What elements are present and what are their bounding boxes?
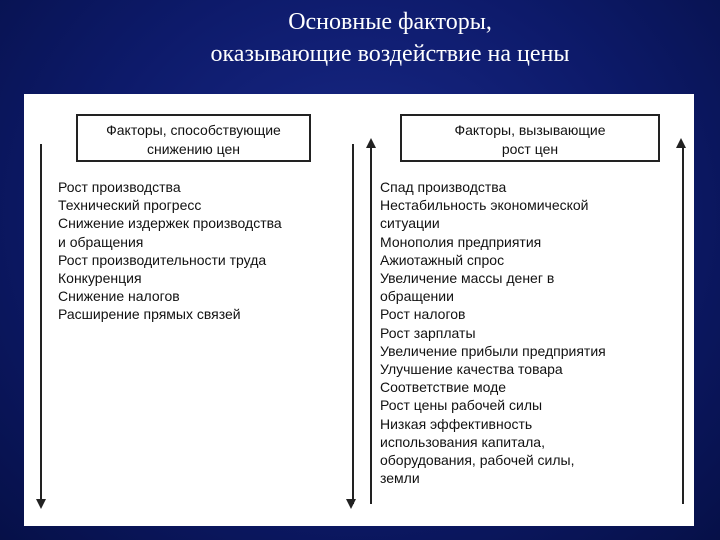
right-header-line-2: рост цен [501, 141, 559, 157]
list-item: Снижение налогов [58, 288, 180, 305]
list-item: Технический прогресс [58, 197, 202, 214]
list-item: Увеличение массы денег в [380, 270, 555, 287]
slide-title [0, 6, 720, 70]
list-item: Рост производства [58, 179, 181, 195]
right-header-line-1: Факторы, вызывающие [454, 122, 606, 138]
list-item: Ажиотажный спрос [380, 251, 505, 268]
list-item: Увеличение прибыли предприятия [380, 342, 606, 359]
list-item: Рост цены рабочей силы [380, 397, 543, 414]
diagram-panel [24, 94, 694, 526]
list-item: и обращения [58, 233, 144, 250]
title-line-1: Основные факторы, [288, 9, 492, 35]
right-factor-list [380, 178, 606, 487]
left-header-line-1: Факторы, способствующие [106, 122, 281, 138]
list-item: Соответствие моде [380, 379, 507, 396]
left-header-line-2: снижению цен [146, 141, 241, 157]
left-outer-down-arrow [36, 499, 46, 509]
list-item: оборудования, рабочей силы, [380, 452, 575, 469]
list-item: Спад производства [380, 179, 507, 195]
list-item: Рост производительности труда [58, 251, 267, 268]
list-item: Нестабильность экономической [380, 197, 589, 214]
right-header-box [400, 114, 660, 162]
list-item: обращении [380, 288, 454, 305]
list-item: Рост зарплаты [380, 324, 476, 341]
list-item: Низкая эффективность [380, 415, 533, 432]
list-item: Конкуренция [58, 270, 142, 287]
list-item: Снижение издержек производства [58, 215, 282, 232]
left-header-box [76, 114, 311, 162]
list-item: Монополия предприятия [380, 233, 542, 250]
left-factor-list [58, 178, 282, 324]
list-item: Расширение прямых связей [58, 306, 241, 323]
right-inner-up-arrow [366, 138, 376, 148]
list-item: Рост налогов [380, 306, 466, 323]
list-item: Улучшение качества товара [380, 361, 563, 378]
right-outer-up-arrow [676, 138, 686, 148]
list-item: ситуации [380, 215, 440, 232]
list-item: земли [380, 470, 420, 487]
left-inner-down-arrow [346, 499, 356, 509]
list-item: использования капитала, [380, 433, 545, 450]
title-line-2: оказывающие воздействие на цены [210, 41, 570, 67]
